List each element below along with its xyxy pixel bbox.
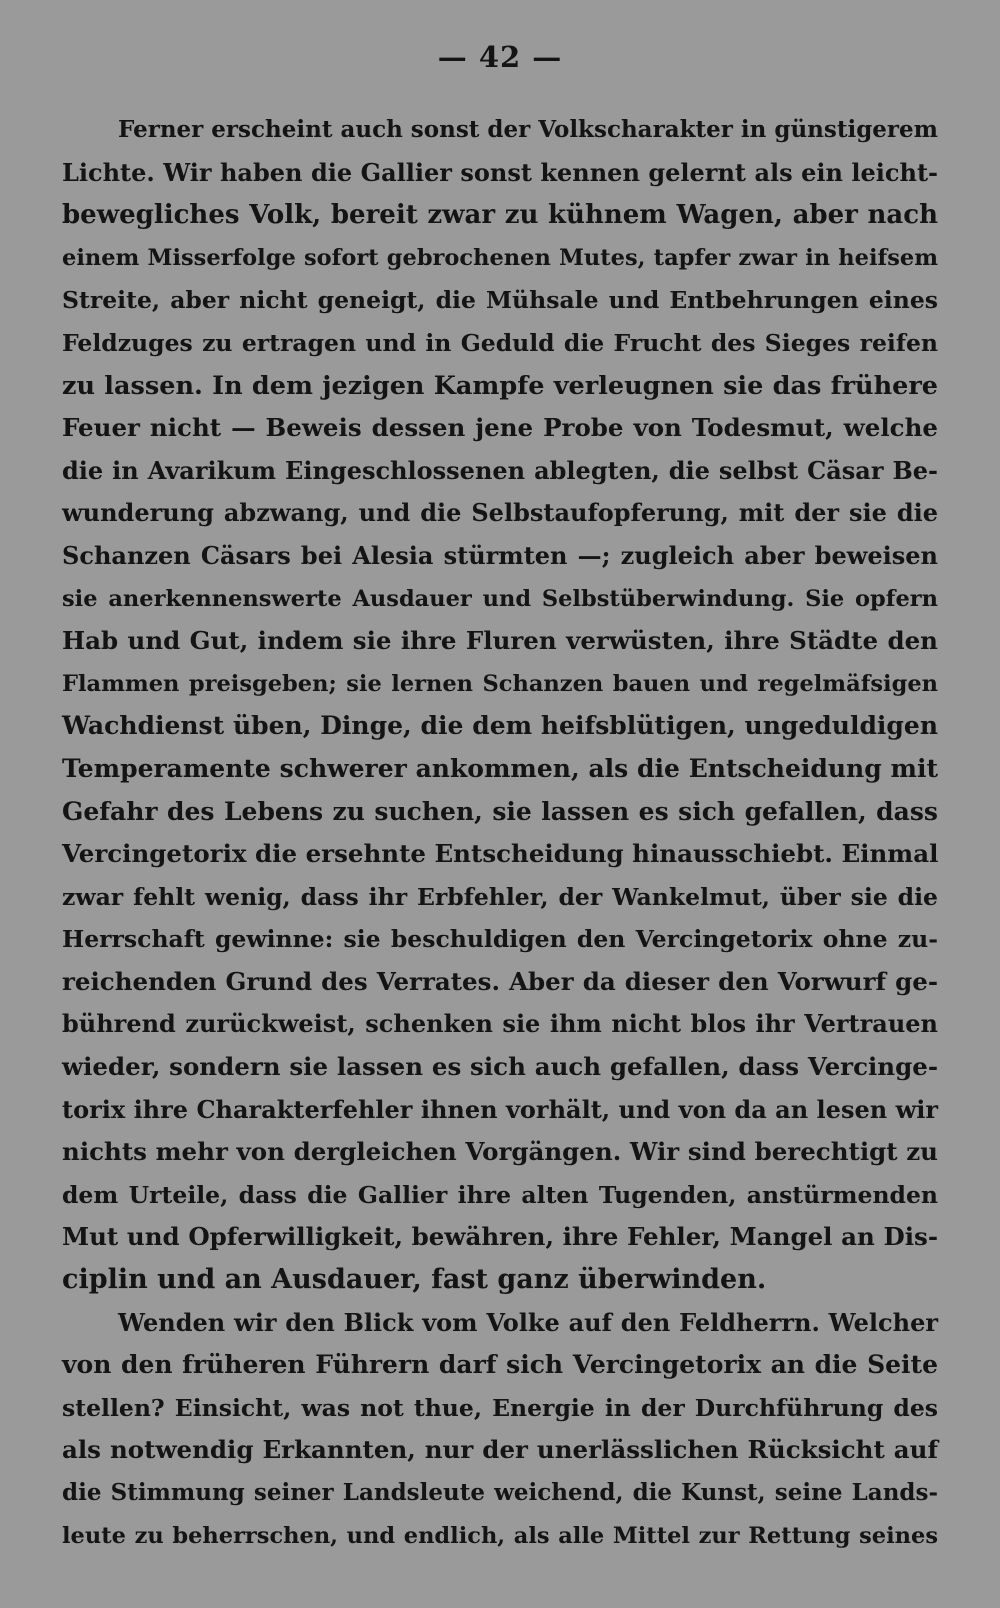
text-line: Temperamente schwerer ankommen, als die Entscheidung mit (62, 753, 938, 783)
text-line: wieder, sondern sie lassen es sich auch gefallen, dass Vercinge- (62, 1052, 938, 1082)
text-line: Feuer nicht — Beweis dessen jene Probe von Todesmut, welche (62, 413, 938, 443)
text-line: Streite, aber nicht geneigt, die Mühsale und Entbehrungen eines (62, 286, 938, 315)
text-line: torix ihre Charakterfehler ihnen vorhält, und von da an lesen wir (62, 1094, 938, 1124)
text-line: sie anerkennenswerte Ausdauer und Selbstüberwindung. Sie opfern (62, 585, 938, 612)
text-line: wunderung abzwang, und die Selbstaufopferung, mit der sie die (62, 498, 938, 528)
text-line: leute zu beherrschen, und endlich, als alle Mittel zur Rettung seines (62, 1522, 938, 1549)
text-line: zwar fehlt wenig, dass ihr Erbfehler, der Wankelmut, über sie die (62, 882, 938, 911)
text-line: Herrschaft gewinne: sie beschuldigen den Vercingetorix ohne zu- (62, 925, 938, 954)
text-line: Schanzen Cäsars bei Alesia stürmten —; zugleich aber beweisen (62, 540, 938, 570)
text-line: Flammen preisgeben; sie lernen Schanzen bauen und regelmäfsigen (62, 670, 938, 697)
text-line: als notwendig Erkannten, nur der unerlässlichen Rücksicht auf (62, 1435, 938, 1465)
text-line: von den früheren Führern darf sich Vercingetorix an die Seite (62, 1350, 938, 1380)
text-line: Wachdienst üben, Dinge, die dem heifsblütigen, ungeduldigen (62, 711, 938, 741)
text-line: bewegliches Volk, bereit zwar zu kühnem Wagen, aber nach (62, 200, 938, 231)
text-line: ciplin und an Ausdauer, fast ganz überwinden. (62, 1264, 767, 1296)
body-text (62, 109, 938, 1557)
text-line: die in Avarikum Eingeschlossenen ablegten, die selbst Cäsar Be- (62, 455, 938, 485)
text-line: die Stimmung seiner Landsleute weichend, die Kunst, seine Lands- (62, 1479, 938, 1506)
text-line: Feldzuges zu ertragen und in Geduld die Frucht des Sieges reifen (62, 328, 938, 357)
text-line: nichts mehr von dergleichen Vorgängen. Wir sind berechtigt zu (62, 1137, 938, 1167)
text-line: Ferner erscheint auch sonst der Volkscharakter in günstigerem (118, 116, 939, 143)
text-line: reichenden Grund des Verrates. Aber da dieser den Vorwurf ge- (62, 966, 938, 996)
text-line: Mut und Opferwilligkeit, bewähren, ihre Fehler, Mangel an Dis- (62, 1222, 938, 1252)
text-line: Vercingetorix die ersehnte Entscheidung hinausschiebt. Einmal (62, 839, 939, 869)
page-number: — 42 — (437, 40, 563, 74)
text-line: stellen? Einsicht, was not thue, Energie in der Durchführung des (62, 1393, 938, 1422)
text-line: Gefahr des Lebens zu suchen, sie lassen es sich gefallen, dass (62, 796, 938, 826)
text-line: Wenden wir den Blick vom Volke auf den Feldherrn. Welcher (118, 1307, 938, 1337)
text-line: Hab und Gut, indem sie ihre Fluren verwüsten, ihre Städte den (62, 626, 938, 656)
text-line: bührend zurückweist, schenken sie ihm nicht blos ihr Vertrauen (62, 1009, 938, 1039)
text-line: einem Misserfolge sofort gebrochenen Mutes, tapfer zwar in heifsem (62, 244, 938, 271)
text-line: zu lassen. In dem jezigen Kampfe verleugnen sie das frühere (62, 370, 938, 401)
text-line: dem Urteile, dass die Gallier ihre alten Tugenden, anstürmenden (62, 1180, 938, 1209)
text-line: Lichte. Wir haben die Gallier sonst kennen gelernt als ein leicht- (62, 157, 938, 187)
